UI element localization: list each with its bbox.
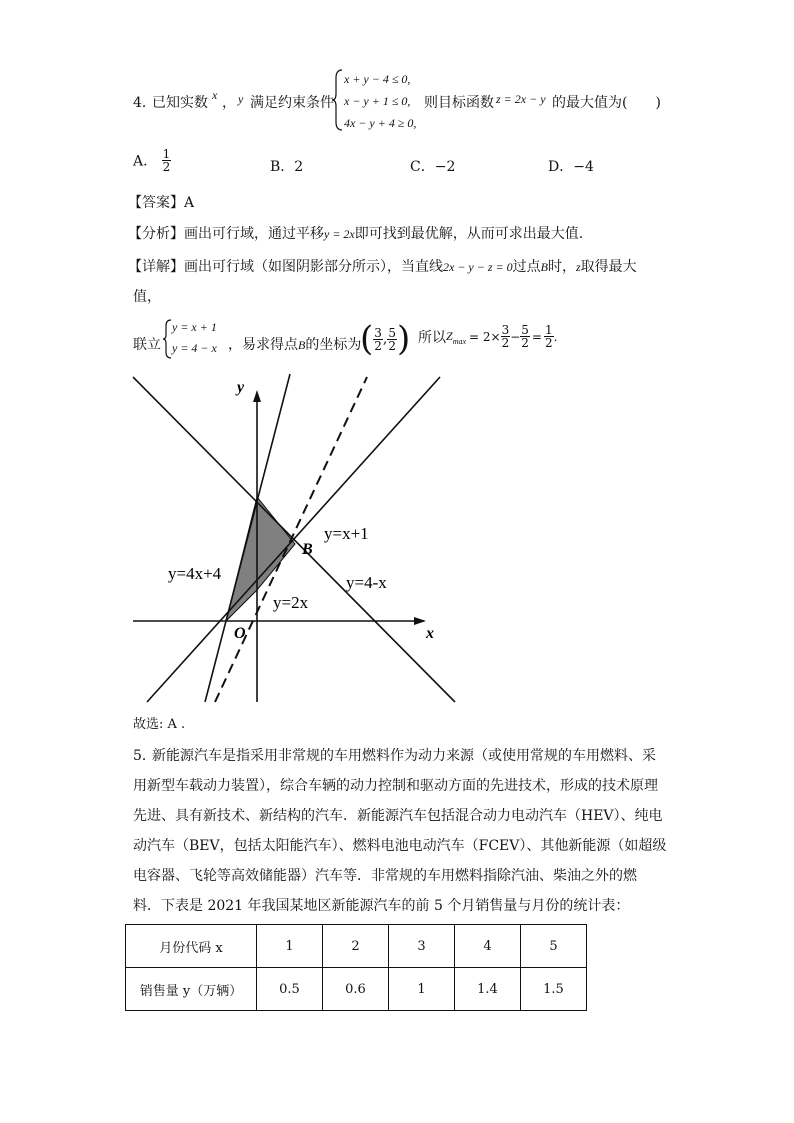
detail-line-2: 值，: [133, 289, 161, 305]
table-row: [126, 968, 587, 1011]
y-axis-arrow: [253, 390, 261, 402]
table-cell: 1.5: [521, 968, 587, 1011]
answer-tag: 【答案】: [128, 195, 184, 211]
analysis-line: 【分析】画出可行域，通过平移y = 2x即可找到最优解，从而可求出最大值.: [128, 226, 584, 242]
table-cell: 1.4: [455, 968, 521, 1011]
table-cell: 5: [521, 925, 587, 968]
q4-number: 4．: [133, 95, 156, 111]
feasible-region-figure: [130, 372, 470, 704]
q5-line-2: 用新型车载动力装置），综合车辆的动力控制和驱动方面的先进技术，形成的技术原理: [133, 778, 658, 794]
analysis-tag: 【分析】: [128, 226, 184, 242]
option-b: B．2: [270, 159, 304, 175]
option-c: C．−2: [410, 159, 456, 175]
system-eq-1: y = x + 1: [172, 320, 217, 334]
q4-constraint-3: 4x − y + 4 ≥ 0,: [344, 116, 417, 130]
table-head-sales: 销售量 y（万辆）: [126, 968, 257, 1011]
q5-number: 5．: [133, 748, 156, 764]
x-axis-arrow: [414, 617, 426, 625]
q4-prefix: 已知实数: [152, 95, 208, 111]
point-b-label: B: [302, 541, 313, 558]
point-b-coordinates: ( $\frac{3}{2}$ , $\frac{5}{2}$ ): [360, 319, 411, 359]
q4-brace: [332, 68, 344, 132]
system-text: ，易求得点B的坐标为: [228, 337, 362, 353]
q5-line-4: 动汽车（BEV，包括太阳能汽车）、燃料电池电动汽车（FCEV）、其他新能源（如超级: [133, 838, 667, 854]
label-y-4x-plus-4: y=4x+4: [168, 564, 222, 583]
system-prefix: 联立: [133, 337, 161, 353]
detail-tag: 【详解】: [128, 259, 184, 275]
answer-value: A: [184, 195, 195, 211]
table-cell: 1: [389, 968, 455, 1011]
q5-line-3: 先进、具有新技术、新结构的汽车．新能源汽车包括混合动力电动汽车（HEV）、纯电: [133, 808, 663, 824]
q4-cond-text: 满足约束条件: [250, 95, 334, 111]
q4-var-x: x: [212, 88, 218, 102]
table-cell: 0.5: [257, 968, 323, 1011]
table-cell: 0.6: [323, 968, 389, 1011]
q4-middle: 则目标函数: [424, 95, 494, 111]
table-cell: 2: [323, 925, 389, 968]
system-eq-2: y = 4 − x: [172, 341, 217, 355]
q5-line-5: 电容器、飞轮等高效储能器）汽车等．非常规的车用燃料指除汽油、柴油之外的燃: [133, 868, 637, 884]
label-y-2x: y=2x: [273, 593, 309, 612]
axis-x-label: x: [426, 625, 434, 642]
q4-sep: ，: [222, 95, 236, 111]
option-a-label: A．: [133, 153, 158, 170]
q4-constraint-1: x + y − 4 ≤ 0,: [344, 72, 411, 86]
q4-var-y: y: [238, 92, 244, 106]
conclusion: 故选: A .: [133, 717, 186, 732]
q5-line-1: 新能源汽车是指采用非常规的车用燃料作为动力来源（或使用常规的车用燃料、采: [152, 748, 656, 764]
table-cell: 3: [389, 925, 455, 968]
option-d: D．−4: [548, 159, 594, 175]
detail-line: 【详解】画出可行域（如图阴影部分所示），当直线2x − y − z = 0过点B时，z取得最大: [128, 259, 637, 275]
axis-y-label: y: [237, 379, 245, 396]
q4-constraint-2: x − y + 1 ≤ 0,: [344, 94, 411, 108]
answer-line: [128, 192, 194, 212]
q4-objective: z = 2x − y: [496, 92, 546, 106]
table-cell: 4: [455, 925, 521, 968]
table-cell: 1: [257, 925, 323, 968]
option-a-fraction: $\frac{1}{2}$: [162, 147, 171, 174]
origin-label: O: [234, 625, 246, 642]
q5-line-6: 料．下表是 2021 年我国某地区新能源汽车的前 5 个月销售量与月份的统计表：: [133, 898, 630, 914]
sales-table: [125, 924, 587, 1011]
option-a: [133, 148, 171, 173]
label-y-4-minus-x: y=4-x: [346, 573, 387, 592]
table-head-month: 月份代码 x: [126, 925, 257, 968]
zmax-calculation: ，所以 Z max = 2× $\frac{3}{2}$ − $\frac{5}{2}$ = $\frac{1}{2}$ .: [404, 323, 558, 350]
q4-suffix: 的最大值为( ): [552, 95, 661, 111]
line-y-4-minus-x: [133, 377, 455, 702]
label-y-x-plus-1: y=x+1: [324, 524, 369, 543]
table-row: [126, 925, 587, 968]
